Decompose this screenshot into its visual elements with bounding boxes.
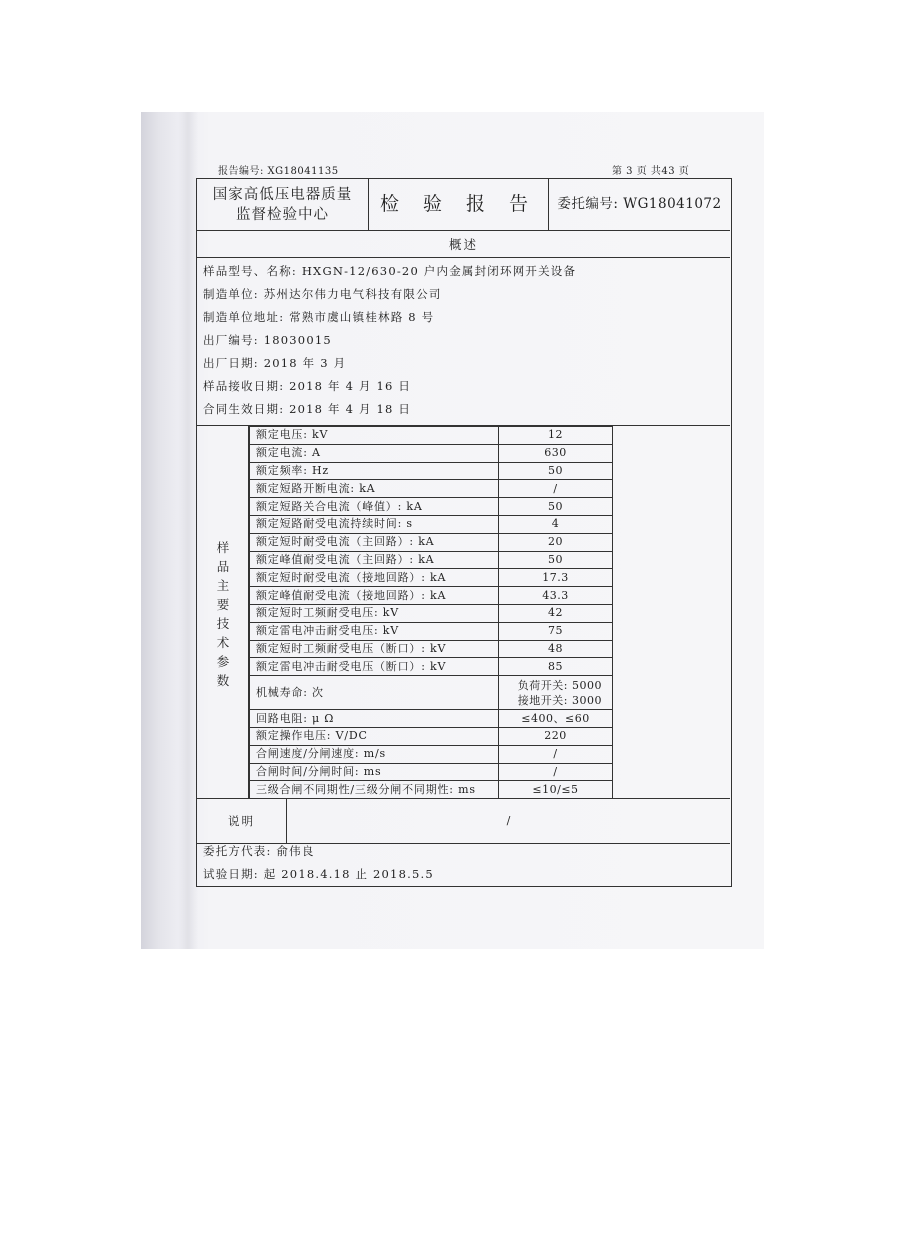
param-value: 42 [499,604,613,622]
param-row [250,480,613,498]
note-label: 说明 [197,799,287,843]
side-label-char: 品 [216,559,230,574]
side-label-char: 数 [216,673,230,688]
param-name: 额定操作电压: V/DC [250,727,499,745]
param-row [250,569,613,587]
param-value: / [499,763,613,781]
param-value: 4 [499,515,613,533]
report-title: 检 验 报 告 [369,179,549,230]
parameters-side-label [197,426,249,799]
param-row [250,462,613,480]
param-row [250,622,613,640]
side-label-char: 样 [216,540,230,555]
param-name: 额定雷电冲击耐受电压（断口）: kV [250,658,499,676]
param-row [250,551,613,569]
param-row [250,515,613,533]
side-label-char: 要 [216,597,230,612]
param-name: 额定短时耐受电流（接地回路）: kA [250,569,499,587]
param-value: 630 [499,444,613,462]
report-number: 报告编号: XG18041135 [218,166,339,177]
param-value: 17.3 [499,569,613,587]
param-value: 220 [499,727,613,745]
side-label-char: 参 [216,654,230,669]
param-name: 合闸速度/分闸速度: m/s [250,745,499,763]
param-name: 回路电阻: μ Ω [250,710,499,728]
param-value: 48 [499,640,613,658]
report-form [196,178,732,887]
manufacture-date: 出厂日期: 2018 年 3 月 [203,356,347,370]
param-name: 额定电压: kV [250,427,499,445]
param-row [250,604,613,622]
param-name: 额定短路开断电流: kA [250,480,499,498]
page-crease-shadow [178,112,198,949]
param-name: 三级合闸不同期性/三级分闸不同期性: ms [250,781,499,799]
param-name: 额定短时工频耐受电压: kV [250,604,499,622]
param-name: 额定短路耐受电流持续时间: s [250,515,499,533]
note-row [197,798,730,844]
param-name: 额定频率: Hz [250,462,499,480]
title-row [197,179,730,231]
param-row [250,498,613,516]
param-row [250,658,613,676]
org-line-1: 国家高低压电器质量 [212,187,353,203]
manufacturer: 制造单位: 苏州达尔伟力电气科技有限公司 [203,287,442,301]
manufacturer-address: 制造单位地址: 常熟市虞山镇桂林路 8 号 [203,310,435,324]
received-date: 样品接收日期: 2018 年 4 月 16 日 [203,379,412,393]
param-value [499,676,613,710]
param-value: 85 [499,658,613,676]
sample-model: 样品型号、名称: HXGN-12/630-20 户内金属封闭环网开关设备 [203,264,577,278]
client-representative: 委托方代表: 俞伟良 [203,844,315,858]
param-row [250,427,613,445]
param-value: 50 [499,498,613,516]
overview-heading: 概述 [197,231,730,258]
page-info: 第 3 页 共43 页 [612,166,690,177]
parameters-section [197,425,730,796]
parameters-table [249,426,613,799]
param-row [250,710,613,728]
param-row [250,533,613,551]
param-value: 20 [499,533,613,551]
param-value: 50 [499,462,613,480]
side-label-char: 技 [216,616,230,631]
param-row [250,727,613,745]
side-label-char: 主 [216,578,230,593]
param-value: / [499,480,613,498]
param-row [250,444,613,462]
param-name: 合闸时间/分闸时间: ms [250,763,499,781]
test-date: 试验日期: 起 2018.4.18 止 2018.5.5 [203,867,434,881]
note-value: / [506,814,511,827]
param-value: ≤400、≤60 [499,710,613,728]
param-value: / [499,745,613,763]
param-value: 43.3 [499,587,613,605]
param-row [250,587,613,605]
param-name: 额定雷电冲击耐受电压: kV [250,622,499,640]
serial-number: 出厂编号: 18030015 [203,333,332,347]
param-name: 额定短时耐受电流（主回路）: kA [250,533,499,551]
param-name: 额定峰值耐受电流（接地回路）: kA [250,587,499,605]
param-name: 额定峰值耐受电流（主回路）: kA [250,551,499,569]
param-name: 机械寿命: 次 [250,676,499,710]
param-name: 额定短时工频耐受电压（断口）: kV [250,640,499,658]
commission-number: 委托编号: WG18041072 [557,196,722,212]
param-row [250,745,613,763]
param-row [250,781,613,799]
param-value: ≤10/≤5 [499,781,613,799]
side-label-char: 术 [216,635,230,650]
load-switch-life: 负荷开关: 5000 [517,678,602,692]
param-row-mechanical-life [250,676,613,710]
param-row [250,640,613,658]
param-name: 额定电流: A [250,444,499,462]
organization-name [197,179,369,230]
earthing-switch-life: 接地开关: 3000 [517,693,602,707]
param-name: 额定短路关合电流（峰值）: kA [250,498,499,516]
contract-date: 合同生效日期: 2018 年 4 月 18 日 [203,402,412,416]
param-value: 12 [499,427,613,445]
param-value: 50 [499,551,613,569]
param-row [250,763,613,781]
param-value: 75 [499,622,613,640]
org-line-2: 监督检验中心 [236,207,329,223]
